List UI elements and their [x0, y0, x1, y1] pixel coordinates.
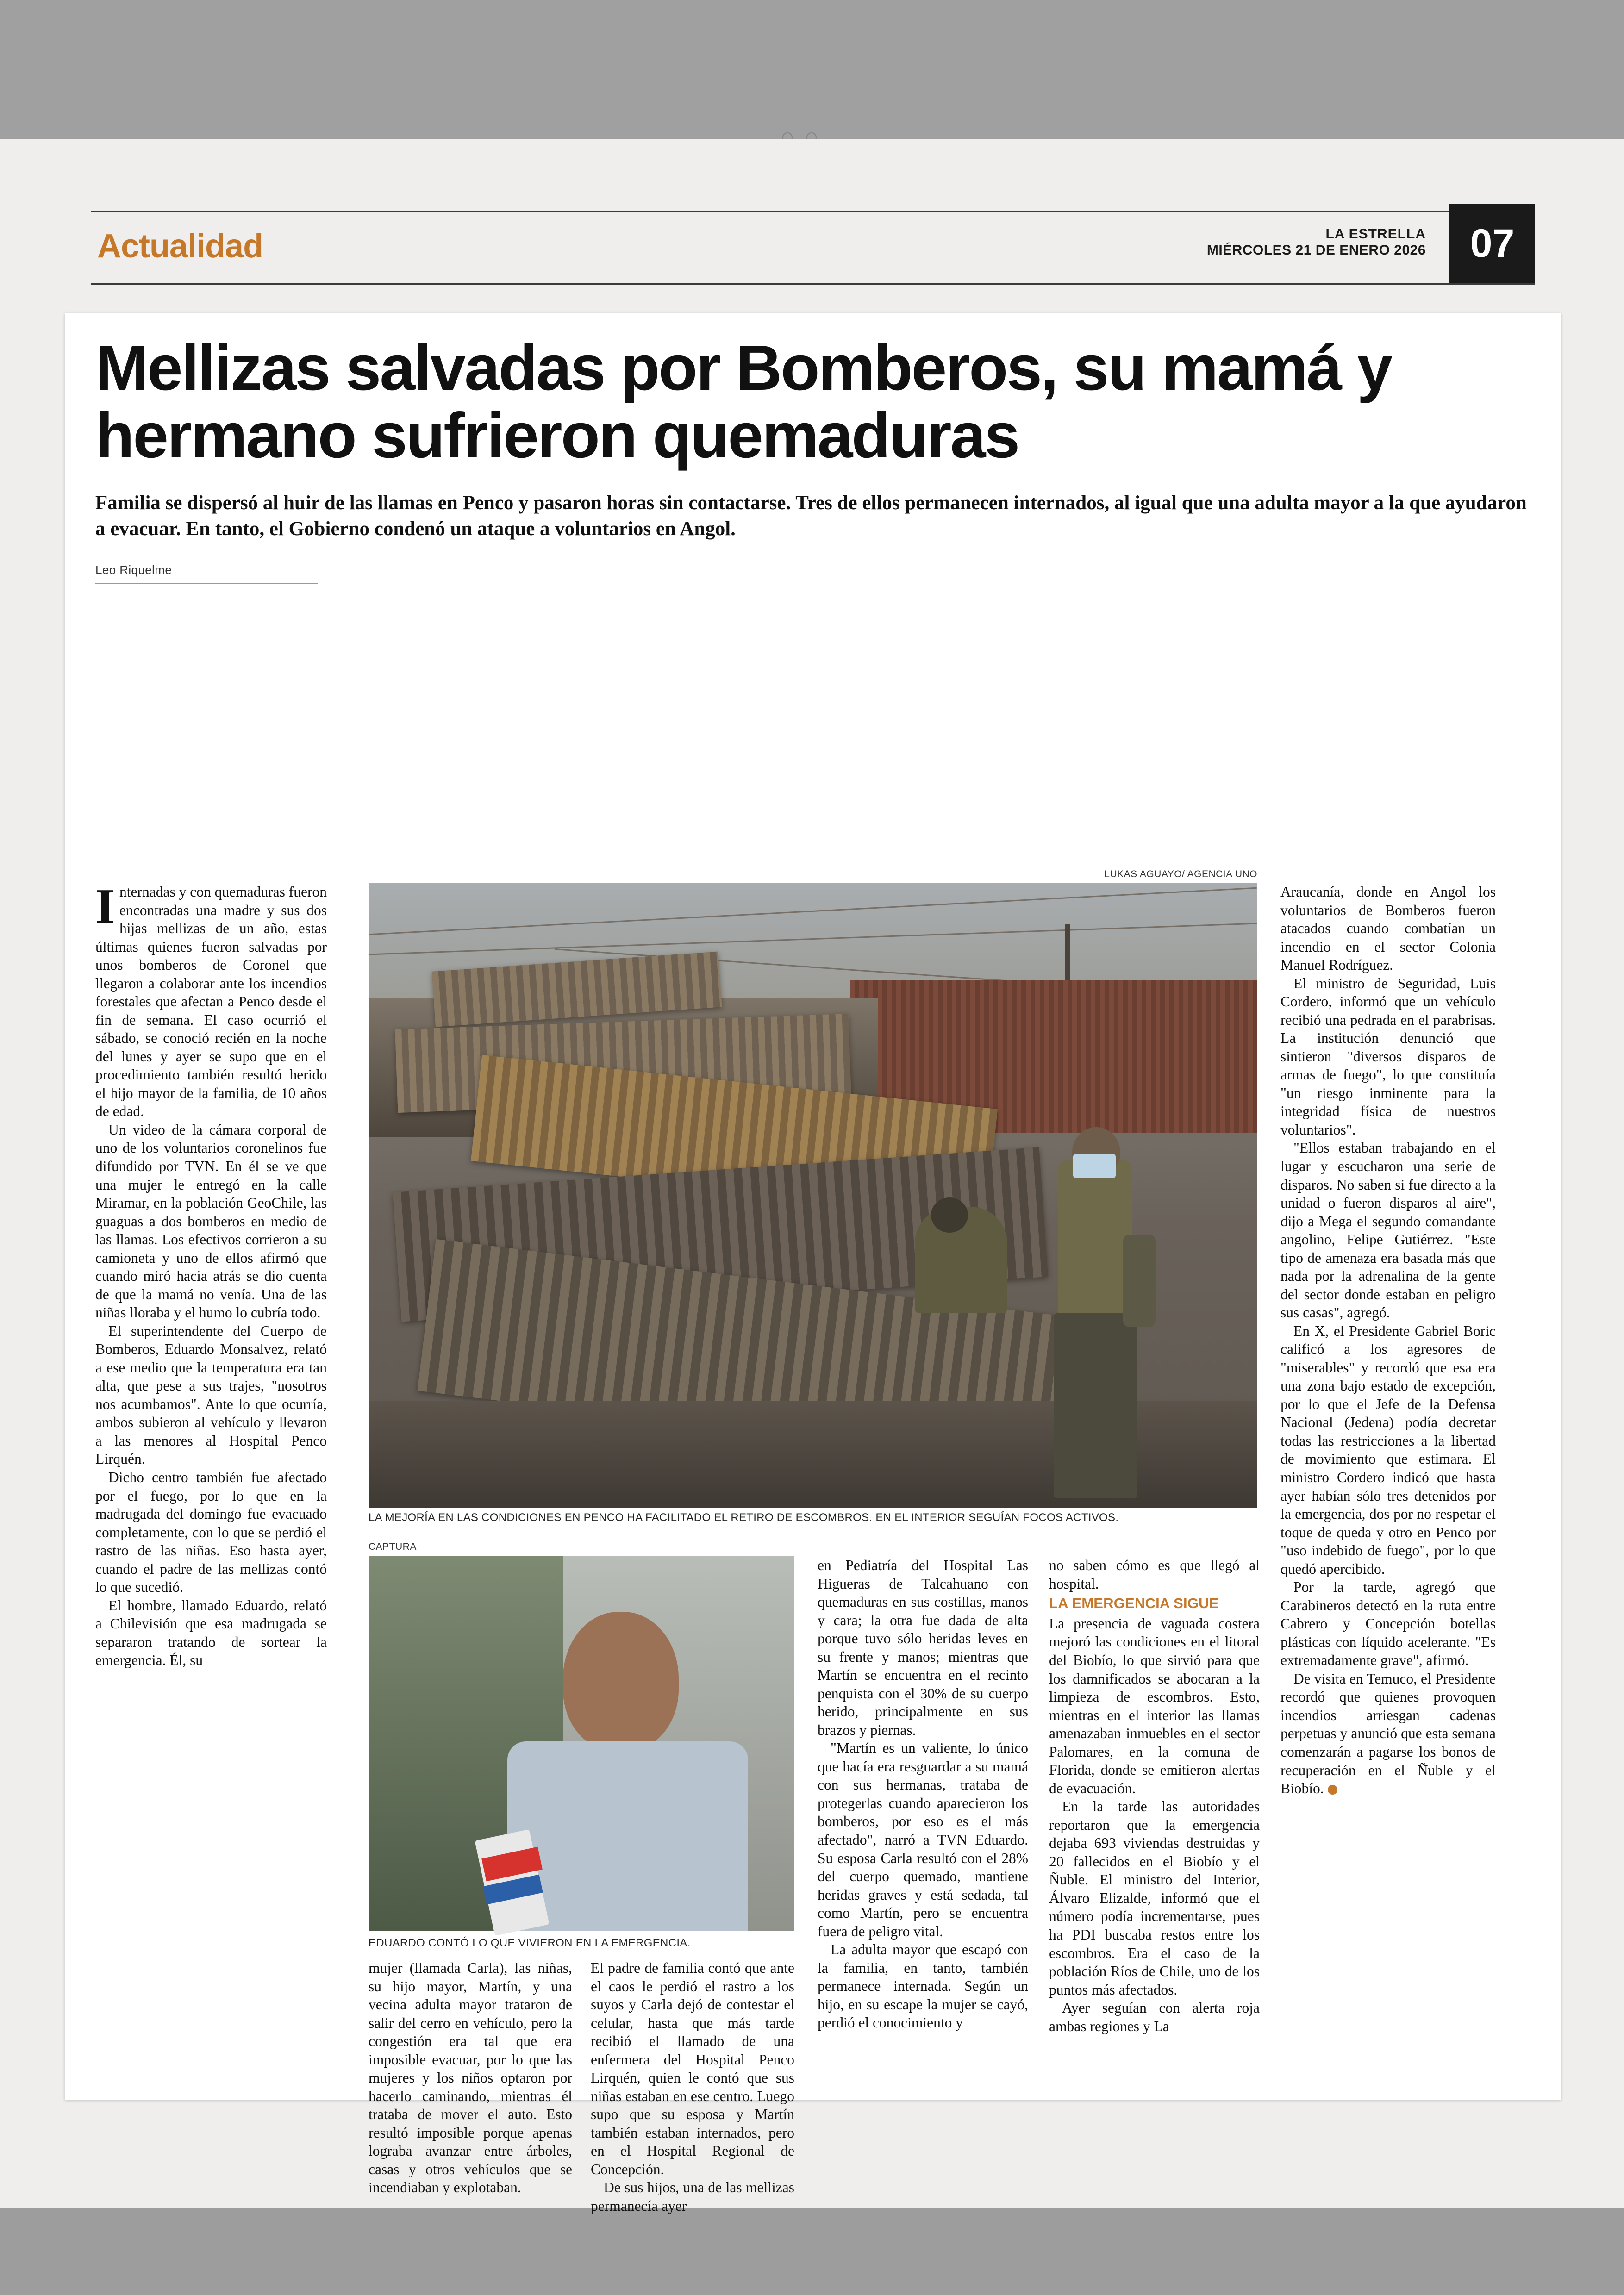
interviewee-head [563, 1612, 679, 1751]
article-column-2 [369, 1959, 572, 2197]
header-rule-top [91, 211, 1535, 212]
main-photo [369, 869, 1257, 1505]
paragraph: En X, el Presidente Gabriel Boric calificó a los agresores de "miserables" y recordó que esa era una zona bajo estado de excepción, por lo que el Jefe de la Defensa Nacional (Jedena) podía decretar todas las restricciones a la libertad de movimiento que estimara. El ministro Cordero indicó que hasta ayer habían sólo tres detenidos por la emergencia, dos por no respetar el toque de queda y otro en Penco por "uso indebido de fuego", por lo que quedó apercibido. [1280, 1322, 1496, 1577]
end-of-article-icon [1328, 1785, 1337, 1795]
main-photo-caption: LA MEJORÍA EN LAS CONDICIONES EN PENCO HA FACILITADO EL RETIRO DE ESCOMBROS. EN EL INTERIOR SEGUÍAN FOCOS ACTIVOS. [369, 1511, 1119, 1524]
paragraph-text: De visita en Temuco, el Presidente recordó que quienes provoquen incendios arriesgan cadenas perpetuas y anunció que esta semana comenzarán a pagarse los bonos de recuperación en el Ñuble y el Biobío. [1280, 1670, 1496, 1797]
paragraph [1280, 1670, 1496, 1798]
masthead-brand: LA ESTRELLA [1325, 226, 1426, 242]
page-top-margin [0, 0, 1624, 139]
masthead [1207, 226, 1426, 258]
firefighter-arm [1123, 1235, 1156, 1327]
paragraph: En la tarde las autoridades reportaron que la emergencia dejaba 693 viviendas destruidas y 20 fallecidos en el Biobío y el Ñuble. El ministro del Interior, Álvaro Elizalde, informó que el número podía incrementarse, pues ha PDI buscaba restos entre los escombros. Era el caso de la población Ríos de Chile, uno de los puntos más afectados. [1049, 1798, 1260, 1998]
paragraph: Un video de la cámara corporal de uno de los voluntarios coronelinos fue difundido por TVN. En él se ve que una mujer le entregó en la calle Miramar, en la población GeoChile, las guaguas a dos bomberos en medio de las llamas. Los efectivos corrieron a su camioneta y uno de ellos afirmó que cuando miró hacia atrás se dio cuenta de que la mamá no venía. Una de las niñas lloraba y el humo lo cubría todo. [95, 1121, 327, 1321]
paragraph: Ayer seguían con alerta roja ambas regiones y La [1049, 2000, 1260, 2034]
paragraph: Dicho centro también fue afectado por el fuego, por lo que en la madrugada del domingo fue evacuado completamente, con lo que se perdió el rastro de las niñas. Eso hasta ayer, cuando el padre de las mellizas contó lo que sucedió. [95, 1469, 327, 1596]
firefighter-legs [1054, 1313, 1137, 1498]
header-rule-bottom [91, 283, 1535, 285]
secondary-photo-caption: EDUARDO CONTÓ LO QUE VIVIERON EN LA EMERGENCIA. [369, 1937, 691, 1949]
secondary-photo [369, 1541, 794, 1931]
page-number-badge: 07 [1449, 204, 1535, 283]
paragraph: "Ellos estaban trabajando en el lugar y escucharon una serie de disparos. No saben si fue directo a la unidad o fueron disparos al aire", dijo a Mega el segundo comandante angolino, Felipe Gutiérrez. "Este tipo de amenaza era basada más que nada por la adrenalina de la gente del sector donde estaban en peligro sus casas", agregó. [1280, 1140, 1496, 1321]
firefighter-helmet-icon [931, 1197, 968, 1233]
byline-divider [95, 583, 318, 584]
firefighter-figure [1058, 1160, 1132, 1327]
article-column-6 [1280, 883, 1496, 1798]
secondary-photo-credit: CAPTURA [369, 1541, 417, 1552]
paragraph: Por la tarde, agregó que Carabineros detectó en la ruta entre Cabrero y Concepción botellas plásticas con líquido acelerante. "Es extremadamente grave", afirmó. [1280, 1579, 1496, 1669]
article-column-4 [818, 1556, 1028, 2032]
subheading-emergency: LA EMERGENCIA SIGUE [1049, 1595, 1219, 1612]
main-photo-credit: LUKAS AGUAYO/ AGENCIA UNO [1104, 869, 1257, 879]
page-title: Mellizas salvadas por Bomberos, su mamá y hermano sufrieron quemaduras [95, 332, 1392, 472]
paragraph: El superintendente del Cuerpo de Bomberos, Eduardo Monsalvez, relató a ese medio que la temperatura era tan alta, que pese a sus trajes, "nosotros nos acumbamos". Ante lo que ocurría, ambos subieron al vehículo y llevaron a las menores al Hospital Penco Lirquén. [95, 1322, 327, 1467]
page-header [91, 211, 1535, 285]
paragraph: no saben cómo es que llegó al hospital. [1049, 1557, 1260, 1592]
masthead-date: MIÉRCOLES 21 DE ENERO 2026 [1206, 242, 1426, 258]
article-container [65, 313, 1561, 2214]
paragraph: De sus hijos, una de las mellizas permanecía ayer [591, 2179, 794, 2214]
paragraph: en Pediatría del Hospital Las Higueras de Talcahuano con quemaduras en sus costillas, manos y cara; la otra fue dada de alta porque tuvo sólo heridas leves en su frente y manos; mientras que Martín se encuentra en el recinto penquista con el 30% de su cuerpo herido, principalmente en sus brazos y piernas. [818, 1557, 1028, 1738]
paragraph: El hombre, llamado Eduardo, relató a Chilevisión que esa madrugada se separaron tratando de sortear la emergencia. Él, su [95, 1597, 327, 1669]
article-byline: Leo Riquelme [95, 563, 172, 577]
section-title: Actualidad [97, 228, 263, 265]
face-mask-icon [1073, 1154, 1116, 1178]
paragraph: El padre de familia contó que ante el caos le perdió el rastro a los suyos y Carla dejó de contestar el celular, hasta que más tarde recibió el llamado de una enfermera del Hospital Penco Lirquén, quien le contó que sus niñas estaban en ese centro. Luego supo que su esposa y Martín también estaban internados, pero en el Hospital Regional de Concepción. [591, 1960, 794, 2177]
paragraph: Internadas y con quemaduras fueron encontradas una madre y sus dos hijas mellizas de un año, estas últimas quienes fueron salvadas por unos bomberos de Coronel que llegaron a colaborar ante los incendios forestales que afectan a Penco desde el fin de semana. El caso ocurrió el sábado, se conoció recién en la noche del lunes y ayer se supo que en el procedimiento también resultó herido el hijo mayor de la familia, de 10 años de edad. [95, 879, 327, 1120]
paragraph: "Martín es un valiente, lo único que hacía era resguardar a su mamá con sus hermanas, trataba de protegerlas cuando aparecieron los bomberos, por eso es el más afectado", narró a TVN Eduardo. Su esposa Carla resultó con el 28% del cuerpo quemado, mantiene heridas graves y está sedada, tal como Martín, pero se encuentra fuera de peligro vital. [818, 1740, 1028, 1940]
article-column-5 [1049, 1556, 1260, 2035]
article-lede: Familia se dispersó al huir de las llamas en Penco y pasaron horas sin contactarse. Tres de ellos permanecen internados, al igual que una adulta mayor a la que ayudaron a evacuar. En tanto, el Gobierno condenó un ataque a voluntarios en Angol. [95, 492, 1527, 540]
article-inner [95, 332, 1532, 2214]
article-column-1 [95, 879, 327, 1670]
paragraph: El ministro de Seguridad, Luis Cordero, informó que un vehículo recibió una pedrada en el parabrisas. La institución denunció que sintieron "diversos disparos de armas de fuego", lo que constituía "un riesgo inminente para la integridad física de nuestros voluntarios". [1280, 975, 1496, 1138]
paragraph: La adulta mayor que escapó con la familia, en tanto, también permanece internada. Según un hijo, en su escape la mujer se cayó, perdió el conocimiento y [818, 1941, 1028, 2031]
paragraph: Araucanía, donde en Angol los voluntarios de Bomberos fueron atacados cuando combatían un incendio en el sector Colonia Manuel Rodríguez. [1280, 884, 1496, 973]
article-column-3 [591, 1959, 794, 2215]
paragraph: La presencia de vaguada costera mejoró las condiciones en el litoral del Biobío, lo que sirvió para que los damnificados se abocaran a la limpieza de escombros. Esto, mientras en el interior las llamas amenazaban inmuebles en el sector Palomares, en la comuna de Florida, donde se emitieron alertas de evacuación. [1049, 1615, 1260, 1796]
paragraph: mujer (llamada Carla), las niñas, su hijo mayor, Martín, y una vecina adulta mayor trataron de salir del cerro en vehículo, pero la congestión era tal que era imposible evacuar, por lo que las mujeres y los niños optaron por hacerlo caminando, mientras él trataba de mover el auto. Esto resultó imposible porque apenas lograba avanzar entre árboles, casas y otros vehículos que se incendiaban y explotaban. [369, 1960, 572, 2196]
